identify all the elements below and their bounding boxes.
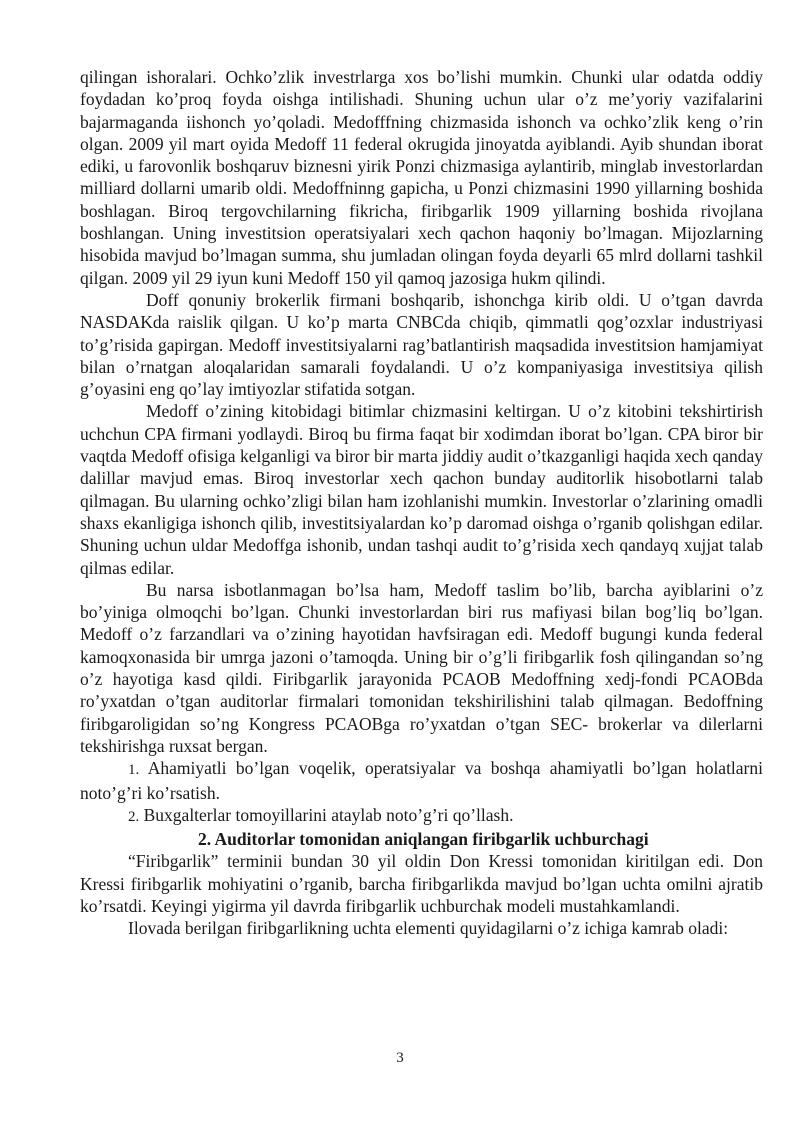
list-text-2: Buxgalterlar tomoyillarini ataylab noto’g’ri qo’llash. [139,804,514,825]
paragraph-4: Bu narsa isbotlanmagan bo’lsa ham, Medoff taslim bo’lib, barcha ayiblarini o’z bo’yiniga olmoqchi bo’lgan. Chunki investorlardan biri rus mafiyasi bilan bog’liq bo’lgan. Medoff o’z farzandlari va o’zining hayotidan havfsiragan edi. Medoff bugungi kunda federal kamoqxonasida bir umrga jazoni o’tamoqda. Uning bir o’g’li firibgarlik fosh qilingandan so’ng o’z hayotiga kasd qildi. Firibgarlik jarayonida PCAOB Medoffning xedj-fondi PCAOBda ro’yxatdan o’tgan auditorlar firmalari tomonidan tekshirilishini talab qilmagan. Bedoffning firibgaroligidan so’ng Kongress PCAOBga ro’yxatdan o’tgan SEC- brokerlar va dilerlarni tekshirishga ruxsat bergan. [80,579,763,756]
paragraph-1: qilingan ishoralari. Ochko’zlik investrlarga xos bo’lishi mumkin. Chunki ular odatda oddiy foydadan ko’proq foyda oishga intilishadi. Shuning uchun ular o’z me’yoriy vazifalarini bajarmaganda iishonch yo’qoladi. Medofffning chizmasida ishonch va ochko’zlik keng o’rin olgan. 2009 yil mart oyida Medoff 11 federal okrugida jinoyatda ayiblandi. Ayib shundan iborat ediki, u farovonlik boshqaruv biznesni yirik Ponzi chizmasiga aylantirib, minglab investorlardan milliard dollarni umarib oldi. Medoffninng gapicha, u Ponzi chizmasini 1990 yillarning boshida boshlagan. Biroq tergovchilarning fikricha, firibgarlik 1909 yillarning boshida rivojlana boshlangan. Uning investitsion operatsiyalari xech qachon haqoniy bo’lmagan. Mijozlarning hisobida mavjud bo’lmagan summa, shu jumladan olingan foyda deyarli 65 mlrd dollarni tashkil qilgan. 2009 yil 29 iyun kuni Medoff 150 yil qamoq jazosiga hukm qilindi. [80,67,763,288]
paragraph-5: “Firibgarlik” terminii bundan 30 yil oldin Don Kressi tomonidan kiritilgan edi. Don Kressi firibgarlik mohiyatini o’rganib, barcha firibgarlikda mavjud bo’lgan uchta omilni ajratib ko’rsatdi. Keyingi yigirma yil davrda firibgarlik uchburchak modeli mustahkamlandi. [80,851,763,916]
paragraph-3: Medoff o’zining kitobidagi bitimlar chizmasini keltirgan. U o’z kitobini tekshirtirish uchchun CPA firmani yodlaydi. Biroq bu firma faqat bir xodimdan iborat bo’lgan. CPA biror bir vaqtda Medoff ofisiga kelganligi va biror bir marta jiddiy audit o’tkazganligi haqida xech qanday dalillar mavjud emas. Biroq investorlar xech qachon bunday auditorlik hisobotlarni talab qilmagan. Bu ularning ochko’zligi bilan ham izohlanishi mumkin. Investorlar o’zlarining omadli shaxs ekanligiga ishonch qilib, investitsiyalardan ko’p daromad oishga o’rganib qolishgan edilar. Shuning uchun uldar Medoffga ishonib, undan tashqi audit to’g’risida xech qandayq xujjat talab qilmas edilar. [80,401,763,578]
list-number-2: 2. [128,808,140,825]
list-text-1: Ahamiyatli bo’lgan voqelik, operatsiyalar va boshqa ahamiyatli bo’lgan holatlarni noto’g’ri ko’rsatish. [80,758,763,803]
page-number: 3 [396,1050,404,1066]
list-item-1 [80,757,763,804]
list-number-1: 1. [128,762,140,779]
paragraph-6: Ilovada berilgan firibgarlikning uchta elementi quyidagilarni o’z ichiga kamrab oladi: [128,918,729,939]
section-heading: 2. Auditorlar tomonidan aniqlangan firibgarlik uchburchagi [198,829,649,850]
paragraph-2: Doff qonuniy brokerlik firmani boshqarib, ishonchga kirib oldi. U o’tgan davrda NASDAKda raislik qilgan. U ko’p marta CNBCda chiqib, qimmatli qog’ozxlar industriyasi to’g’risida gapirgan. Medoff investitsiyalarni rag’batlantirish maqsadida investitsion hamjamiyat bilan o’rnatgan aloqalaridan samarali foydalandi. U o’z kompaniyasiga investitsiya qilish g’oyasini eng qo’lay imtiyozlar stifatida sotgan. [80,289,763,400]
list-item-2 [80,804,763,828]
document-page [80,66,763,940]
